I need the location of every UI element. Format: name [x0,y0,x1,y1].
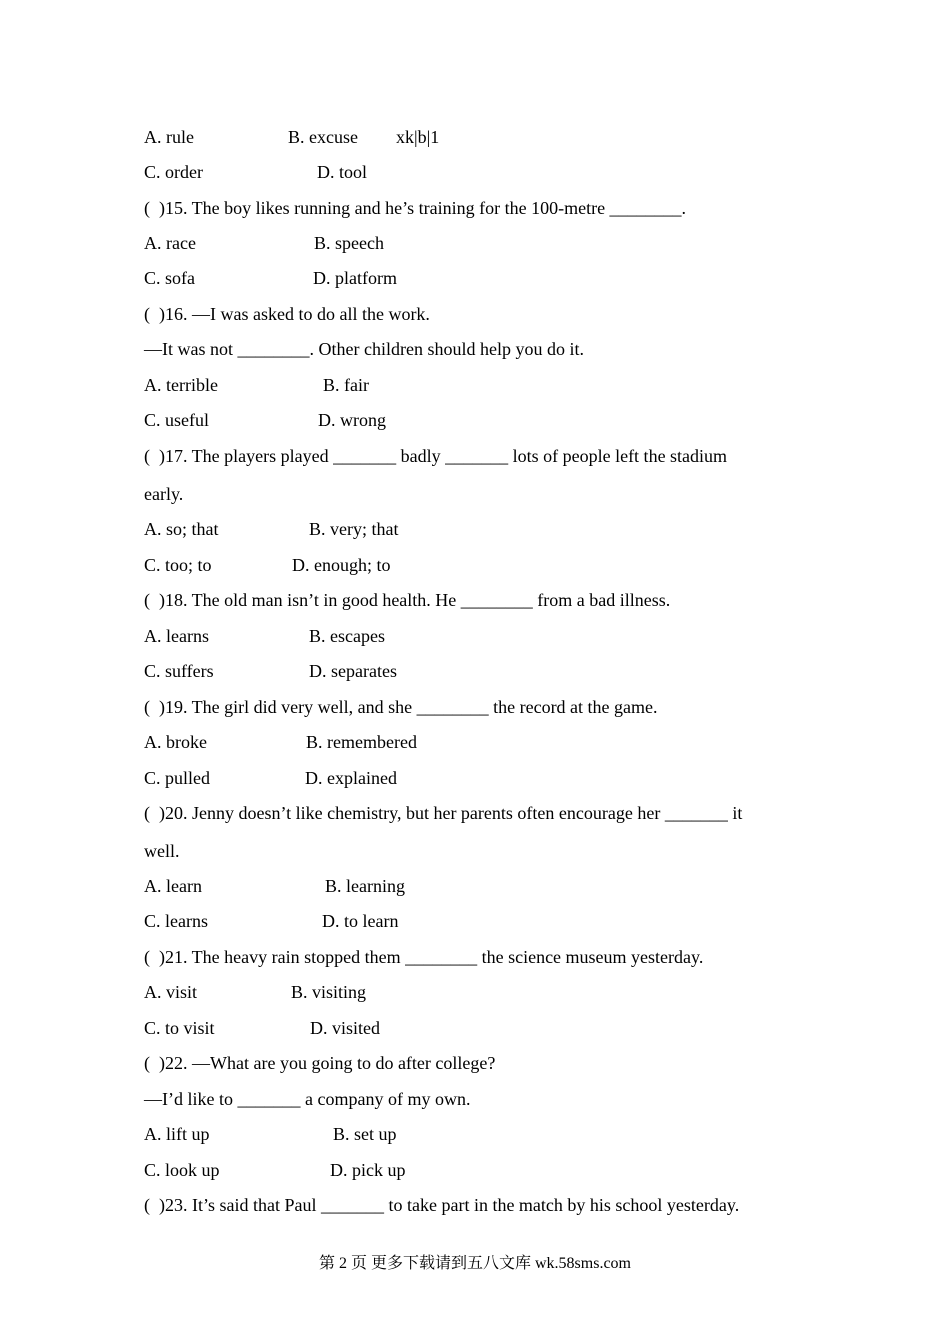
q17-stem: ( )17. The players played _______ badly _______ lots of people left the stadium [144,446,728,466]
q16-stem-reply: —It was not ________. Other children should help you do it. [144,339,584,359]
q17-stem-continued: early. [144,484,184,504]
q20-option-a: A. learn [144,876,202,896]
page-footer: 第 2 页 更多下载请到五八文库 wk.58sms.com [318,1255,631,1272]
q15-option-d: D. platform [313,268,397,288]
q16-option-c: C. useful [144,410,209,430]
q20-option-d: D. to learn [322,911,399,931]
q17-option-a: A. so; that [144,519,219,539]
q19-stem: ( )19. The girl did very well, and she ________ the record at the game. [144,697,658,717]
q16-stem: ( )16. —I was asked to do all the work. [144,304,430,324]
q18-option-b: B. escapes [309,626,385,646]
q15-option-a: A. race [144,233,196,253]
q20-option-c: C. learns [144,911,208,931]
q18-option-c: C. suffers [144,661,214,681]
q22-option-d: D. pick up [330,1160,406,1180]
q22-stem: ( )22. —What are you going to do after college? [144,1053,496,1073]
q22-option-b: B. set up [333,1124,397,1144]
q19-option-d: D. explained [305,768,397,788]
q19-option-b: B. remembered [306,732,417,752]
q17-option-b: B. very; that [309,519,399,539]
q15-option-b: B. speech [314,233,384,253]
q21-stem: ( )21. The heavy rain stopped them ________ the science museum yesterday. [144,947,704,967]
q14-option-d: D. tool [317,162,368,182]
q18-stem: ( )18. The old man isn’t in good health. He ________ from a bad illness. [144,590,671,610]
q14-option-a: A. rule [144,127,194,147]
q15-stem: ( )15. The boy likes running and he’s training for the 100-metre ________. [144,198,687,218]
watermark-text: xk|b|1 [396,127,440,147]
q21-option-d: D. visited [310,1018,380,1038]
q19-option-a: A. broke [144,732,207,752]
q16-option-b: B. fair [323,375,369,395]
q16-option-a: A. terrible [144,375,218,395]
q17-option-d: D. enough; to [292,555,391,575]
q20-stem: ( )20. Jenny doesn’t like chemistry, but her parents often encourage her _______ it [144,803,743,823]
q14-option-c: C. order [144,162,203,182]
q21-option-a: A. visit [144,982,198,1002]
q20-option-b: B. learning [325,876,405,896]
q14-option-b: B. excuse [288,127,358,147]
q22-option-c: C. look up [144,1160,220,1180]
q15-option-c: C. sofa [144,268,195,288]
q17-option-c: C. too; to [144,555,212,575]
q16-option-d: D. wrong [318,410,386,430]
q22-stem-reply: —I’d like to _______ a company of my own. [144,1089,471,1109]
q23-stem: ( )23. It’s said that Paul _______ to take part in the match by his school yesterday. [144,1195,740,1215]
q22-option-a: A. lift up [144,1124,210,1144]
q18-option-d: D. separates [309,661,397,681]
q21-option-c: C. to visit [144,1018,215,1038]
q20-stem-continued: well. [144,841,180,861]
q21-option-b: B. visiting [291,982,367,1002]
q19-option-c: C. pulled [144,768,210,788]
q18-option-a: A. learns [144,626,209,646]
